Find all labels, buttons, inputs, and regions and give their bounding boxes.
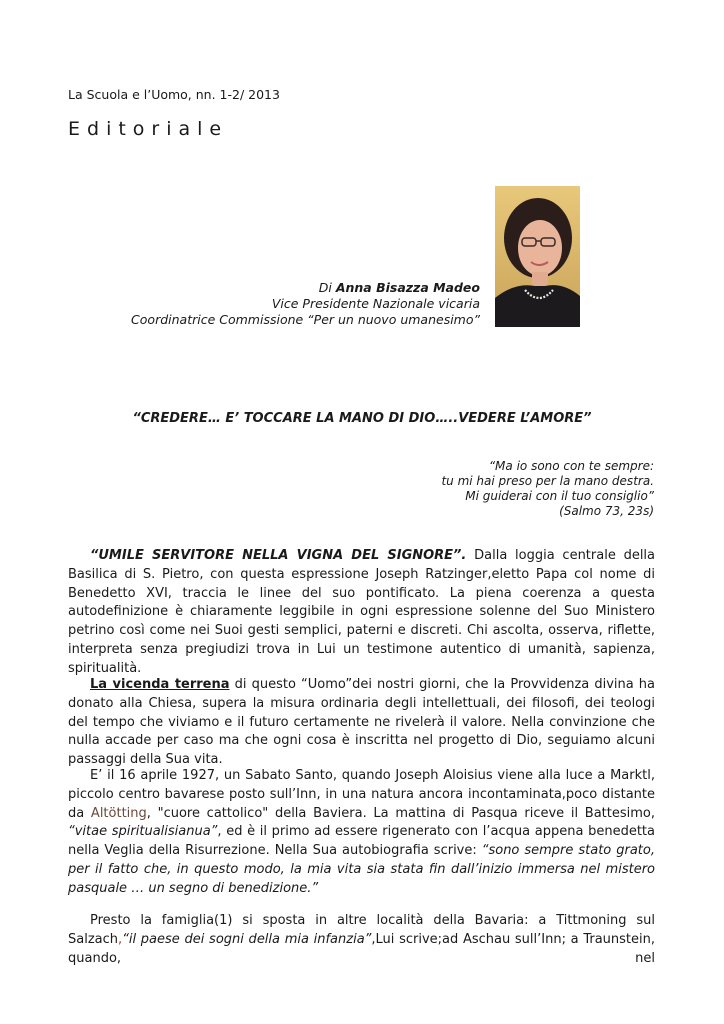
paragraph-2-lead: La vicenda terrena bbox=[90, 677, 230, 692]
portrait-image bbox=[495, 186, 580, 327]
author-photo bbox=[495, 186, 580, 327]
paragraph-4 bbox=[68, 912, 655, 968]
paragraph-4-comma: , bbox=[118, 931, 123, 947]
paragraph-1 bbox=[68, 547, 655, 679]
altotting-link[interactable]: Altötting bbox=[90, 805, 147, 821]
paragraph-3 bbox=[68, 767, 655, 899]
author-byline bbox=[131, 280, 480, 296]
paragraph-3-text-c: , ed è il primo ad essere rigenerato con l’acqua appena benedetta nella Veglia della Risurrezione. Nella Sua autobiografia scrive: bbox=[68, 824, 655, 859]
paragraph-3-text-a: E’ il 16 aprile 1927, un Sabato Santo, quando Joseph Aloisius viene alla luce a Marktl, piccolo centro bavarese posto sull’Inn, in una natura ancora incontaminata,poco distante da bbox=[68, 768, 655, 821]
author-role-1: Vice Presidente Nazionale vicaria bbox=[271, 296, 480, 311]
author-role-2: Coordinatrice Commissione “Per un nuovo umanesimo” bbox=[131, 312, 480, 327]
article-headline: “CREDERE… E’ TOCCARE LA MANO DI DIO…..VEDERE L’AMORE” bbox=[132, 411, 592, 426]
paragraph-2 bbox=[68, 676, 655, 770]
epigraph-line-3: Mi guiderai con il tuo consiglio” bbox=[465, 489, 654, 503]
page-title: Editoriale bbox=[68, 118, 229, 140]
paragraph-4-text-a: Presto la famiglia(1) si sposta in altre località della Bavaria: a Tittmoning sul Salzach bbox=[68, 913, 655, 947]
author-prefix: Di bbox=[318, 280, 336, 295]
paragraph-4-text-b: ,Lui scrive;ad Aschau sull’Inn; a Traunstein, quando, nel bbox=[68, 931, 655, 966]
paragraph-4-quote: “il paese dei sogni della mia infanzia” bbox=[122, 931, 372, 947]
author-name: Anna Bisazza Madeo bbox=[335, 280, 480, 295]
paragraph-3-italic-1: “vitae spiritualisianua” bbox=[68, 824, 218, 840]
author-block bbox=[131, 280, 480, 328]
epigraph bbox=[441, 459, 654, 519]
epigraph-source: (Salmo 73, 23s) bbox=[559, 504, 654, 518]
epigraph-line-2: tu mi hai preso per la mano destra. bbox=[441, 474, 654, 488]
paragraph-2-text: di questo “Uomo”dei nostri giorni, che la Provvidenza divina ha donato alla Chiesa, supera la misura ordinaria degli intellettuali, dei filosofi, dei teologi del tempo che viviamo e il futuro certamente ne rivelerà il valore. Nella convinzione che nulla accade per caso ma che ogni cosa è inscritta nel progetto di Dio, seguiamo alcuni passaggi della Sua vita. bbox=[68, 677, 656, 768]
paragraph-1-text: Dalla loggia centrale della Basilica di S. Pietro, con questa espressione Joseph Ratzinger,eletto Papa col nome di Benedetto XVI, traccia le linee del suo pontificato. La piena coerenza a questa autodefinizione è chiaramente leggibile in ogni espressione solenne del Suo Ministero petrino così come nei Suoi gesti semplici, paterni e discreti. Chi ascolta, osserva, riflette, interpreta senza pregiudizi trova in Lui un testimone autentico di umanità, sapienza, spiritualità. bbox=[68, 548, 656, 676]
paragraph-3-quote: “sono sempre stato grato, per il fatto che, in questo modo, la mia vita sia stata fin dall’inizio immersa nel mistero pasquale … un segno di benedizione.” bbox=[68, 843, 655, 896]
epigraph-line-1: “Ma io sono con te sempre: bbox=[488, 459, 654, 473]
journal-header: La Scuola e l’Uomo, nn. 1-2/ 2013 bbox=[68, 87, 280, 102]
paragraph-3-text-b: , "cuore cattolico" della Baviera. La mattina di Pasqua riceve il Battesimo, bbox=[146, 805, 655, 821]
paragraph-1-lead: “UMILE SERVITORE NELLA VIGNA DEL SIGNORE”. bbox=[90, 548, 467, 563]
